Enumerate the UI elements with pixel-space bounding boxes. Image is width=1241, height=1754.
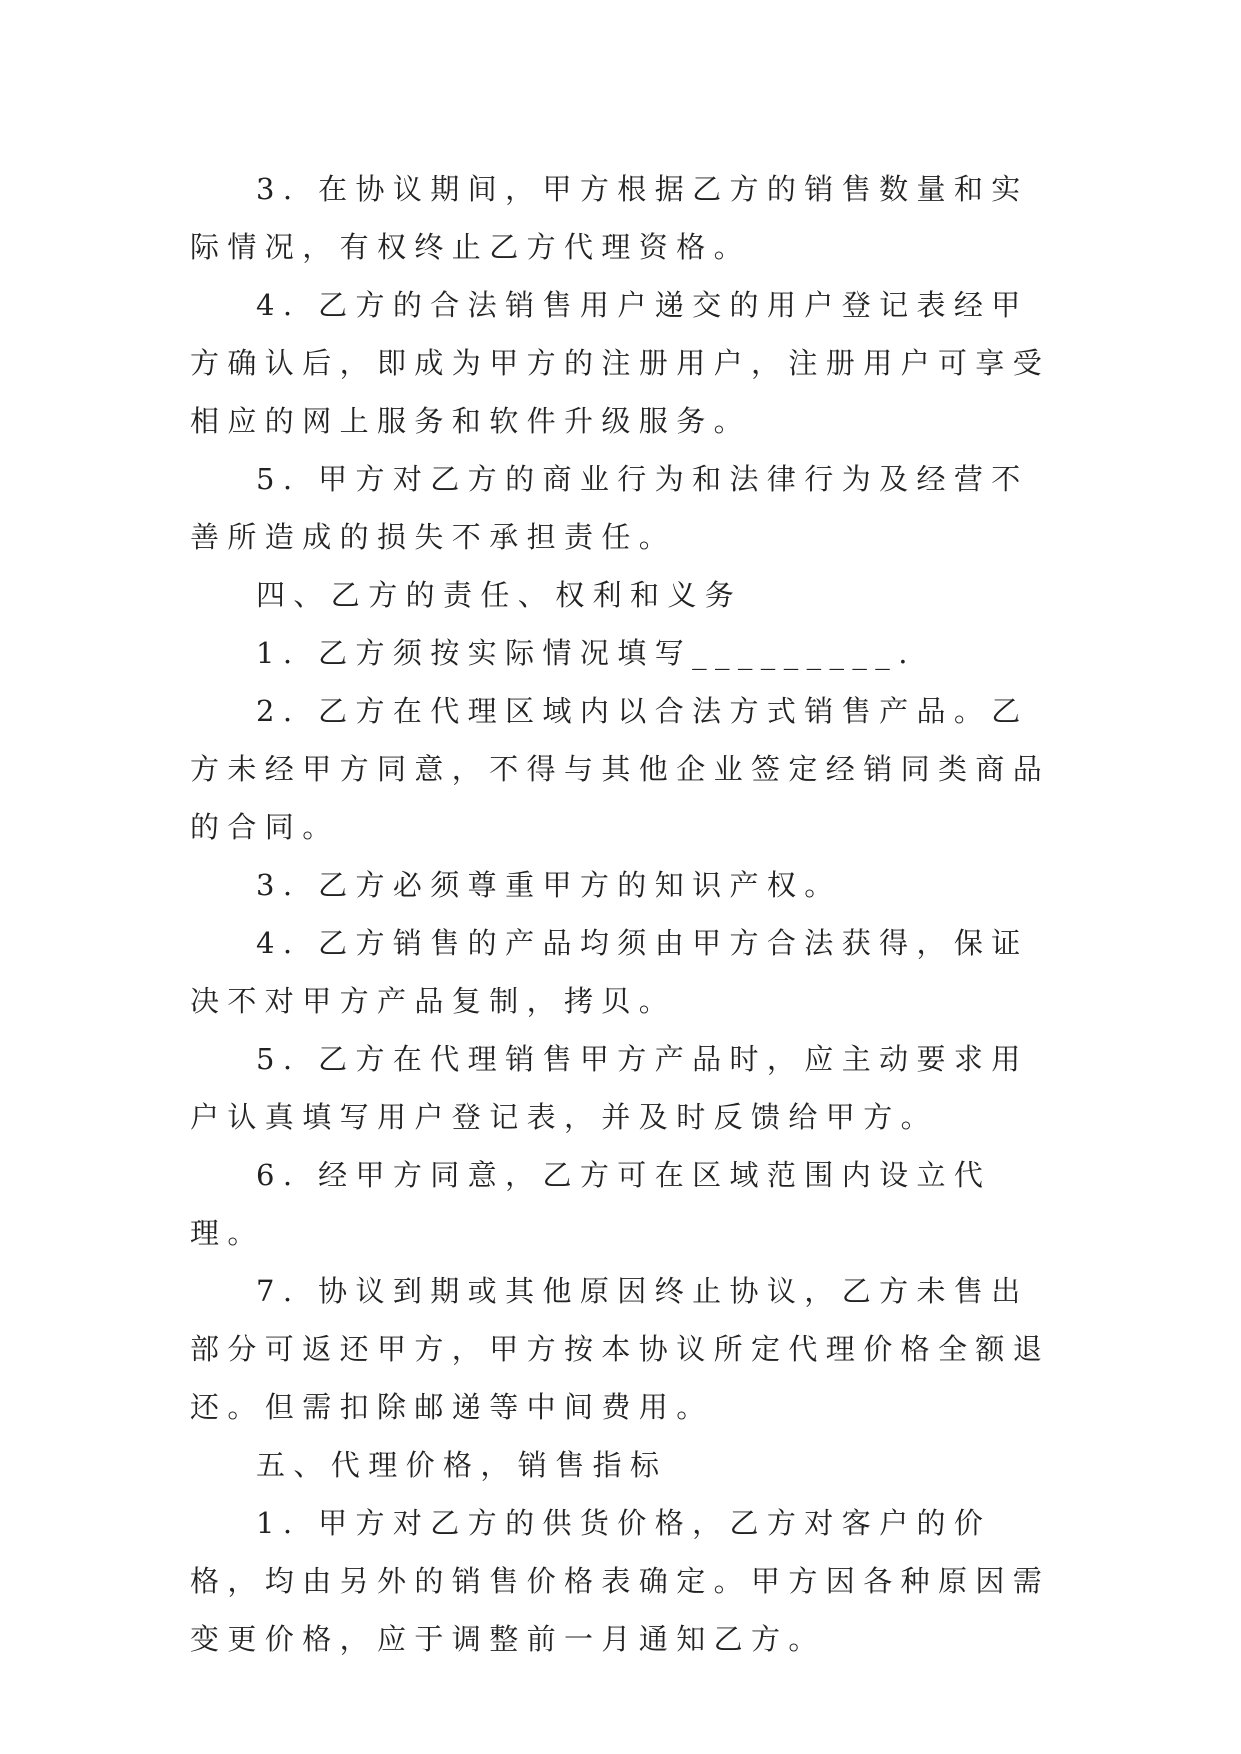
section-4-item-3: 3. 乙方必须尊重甲方的知识产权。 [256, 868, 842, 902]
clause-5-liability: 5. 甲方对乙方的商业行为和法律行为及经营不善所造成的损失不承担责任。 [190, 462, 1029, 554]
section-4-item-5: 5. 乙方在代理销售甲方产品时，应主动要求用户认真填写用户登记表，并及时反馈给甲方。 [190, 1042, 1029, 1134]
clause-4-registration: 4. 乙方的合法销售用户递交的用户登记表经甲方确认后，即成为甲方的注册用户，注册用户可享受相应的网上服务和软件升级服务。 [190, 288, 1051, 438]
section-4-heading: 四、乙方的责任、权利和义务 [256, 578, 743, 612]
section-5-heading: 五、代理价格，销售指标 [256, 1448, 668, 1482]
section-5-item-1: 1. 甲方对乙方的供货价格，乙方对客户的价格，均由另外的销售价格表确定。甲方因各种原因需变更价格，应于调整前一月通知乙方。 [190, 1506, 1051, 1656]
clause-3-termination: 3. 在协议期间，甲方根据乙方的销售数量和实际情况，有权终止乙方代理资格。 [190, 172, 1029, 264]
section-4-item-7: 7. 协议到期或其他原因终止协议，乙方未售出部分可返还甲方，甲方按本协议所定代理价格全额退还。但需扣除邮递等中间费用。 [190, 1274, 1051, 1424]
section-4-item-6: 6. 经甲方同意，乙方可在区域范围内设立代理。 [190, 1158, 992, 1250]
section-4-item-4: 4. 乙方销售的产品均须由甲方合法获得，保证决不对甲方产品复制，拷贝。 [190, 926, 1029, 1018]
section-4-item-2: 2. 乙方在代理区域内以合法方式销售产品。乙方未经甲方同意，不得与其他企业签定经销同类商品的合同。 [190, 694, 1051, 844]
document-body [190, 160, 1060, 1668]
section-4-item-1: 1. 乙方须按实际情况填写_________. [256, 636, 916, 670]
